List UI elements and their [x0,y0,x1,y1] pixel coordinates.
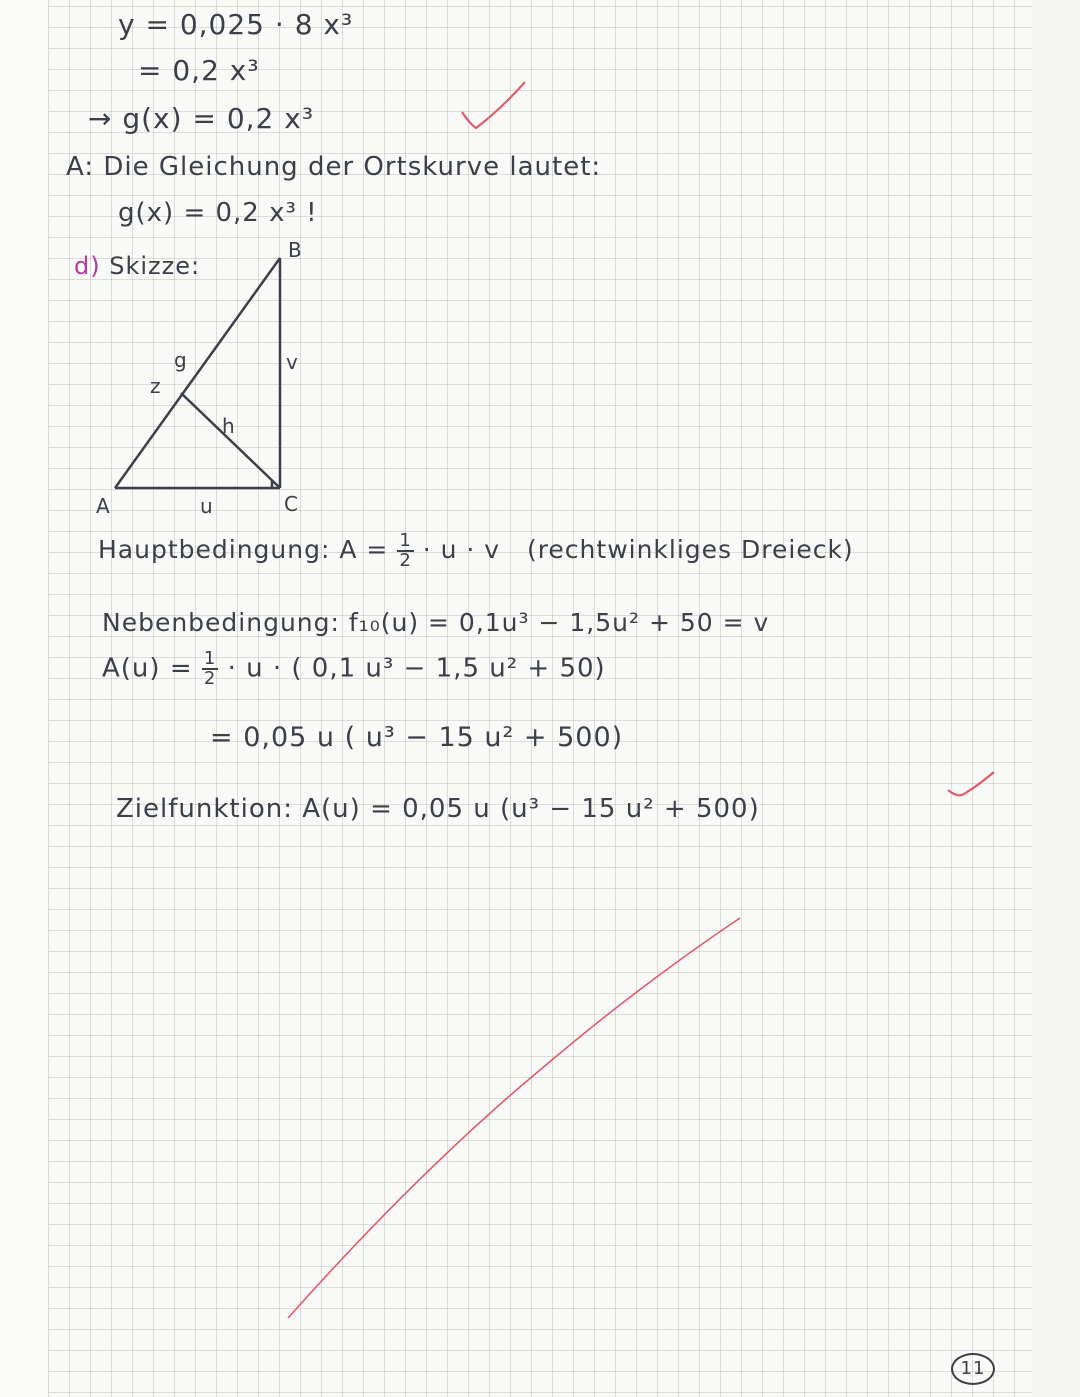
sketch-label-g: g [174,348,188,372]
main-condition-note: (rechtwinkliges Dreieck) [526,535,854,564]
right-triangle-sketch [115,258,280,488]
area-function-rhs: · u · ( 0,1 u³ − 1,5 u² + 50) [227,653,606,684]
sketch-label-A: A [96,494,111,518]
sketch-label-v: v [286,350,299,374]
teacher-strike-line [288,918,740,1318]
side-condition: Nebenbedingung: f₁₀(u) = 0,1u³ − 1,5u² + 50 = v [102,608,770,637]
area-function-lhs: A(u) = [102,653,193,684]
main-condition-rhs: · u · v [422,535,501,564]
sketch-label-u: u [200,494,214,518]
check-mark-icon-2 [948,772,994,795]
part-d-text: Skizze: [109,252,201,280]
triangle-altitude-h [181,393,280,488]
main-condition-label: Hauptbedingung: [98,535,331,564]
sketch-label-C: C [284,492,299,516]
equation-line-3: → g(x) = 0,2 x³ [88,102,315,135]
equation-line-1: y = 0,025 · 8 x³ [118,8,354,41]
page-number: 11 [951,1353,995,1385]
target-function: Zielfunktion: A(u) = 0,05 u (u³ − 15 u² + 500) [116,794,760,824]
fraction-denominator-2: 2 [203,668,217,689]
fraction-denominator: 2 [399,550,412,571]
answer-statement: A: Die Gleichung der Ortskurve lautet: [66,152,602,182]
fraction-numerator-2: 1 [203,648,217,669]
answer-equation: g(x) = 0,2 x³ ! [118,198,318,228]
sketch-label-z: z [150,374,162,398]
equation-line-2: = 0,2 x³ [138,54,260,87]
sketch-label-B: B [288,238,303,262]
sketch-label-h: h [222,414,236,438]
triangle-hypotenuse [115,258,280,488]
area-function-simplified: = 0,05 u ( u³ − 15 u² + 500) [210,722,624,753]
check-mark-icon [462,82,525,128]
fraction-numerator: 1 [399,530,412,551]
main-condition-lhs: A = [339,535,389,564]
part-d-label: d) [74,252,101,280]
